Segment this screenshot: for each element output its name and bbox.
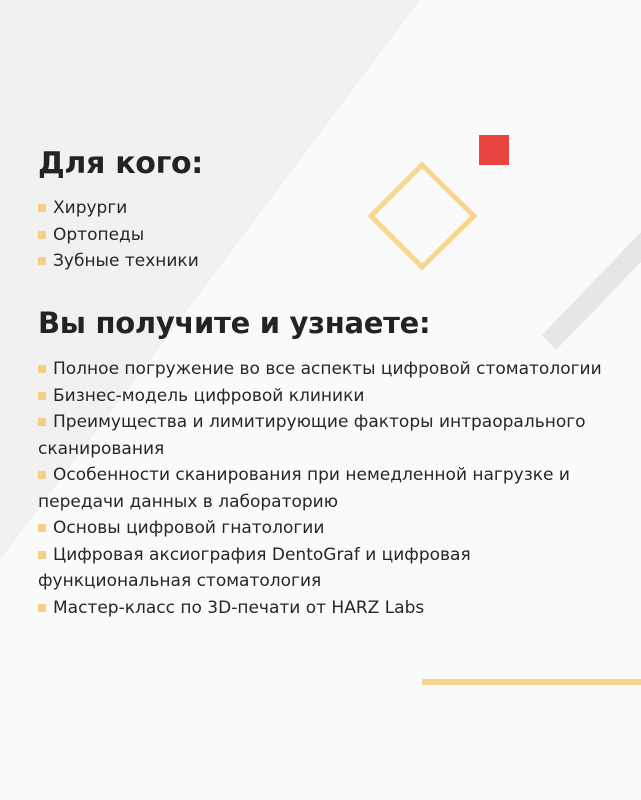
bullet-square-icon xyxy=(38,365,46,373)
benefit-item xyxy=(38,409,613,462)
bullet-square-icon xyxy=(38,524,46,532)
benefit-item xyxy=(38,542,613,595)
list-item-text: Зубные техники xyxy=(53,251,199,271)
bullet-square-icon xyxy=(38,471,46,479)
bullet-square-icon xyxy=(38,418,46,426)
list-item-text: Ортопеды xyxy=(53,224,145,245)
audience-item xyxy=(38,195,199,222)
list-item-text: Полное погружение во все аспекты цифровой стоматологии xyxy=(53,359,602,379)
benefit-item xyxy=(38,383,613,410)
yellow-bottom-bar xyxy=(422,679,641,685)
list-item-text: Мастер-класс по 3D-печати от HARZ Labs xyxy=(53,597,425,618)
list-item-text: Бизнес-модель цифровой клиники xyxy=(53,385,365,406)
list-item-text: Хирурги xyxy=(53,198,128,218)
audience-item xyxy=(38,222,199,249)
audience-list xyxy=(38,195,199,275)
audience-title: Для кого: xyxy=(38,146,203,181)
list-item-text: Основы цифровой гнатологии xyxy=(53,518,325,538)
red-square-decoration xyxy=(479,135,509,165)
bullet-square-icon xyxy=(38,392,46,400)
benefit-item xyxy=(38,515,613,542)
list-item-text: Преимущества и лимитирующие факторы интраорального сканирования xyxy=(38,412,586,459)
benefits-title: Вы получите и узнаете: xyxy=(38,306,431,340)
bullet-square-icon xyxy=(38,231,46,239)
benefit-item xyxy=(38,462,613,515)
list-item-text: Цифровая аксиография DentoGraf и цифровая функциональная стоматология xyxy=(38,544,471,591)
audience-item xyxy=(38,248,199,275)
benefit-item xyxy=(38,356,613,383)
list-item-text: Особенности сканирования при немедленной нагрузке и передачи данных в лабораторию xyxy=(38,465,570,512)
benefit-item xyxy=(38,595,613,622)
bullet-square-icon xyxy=(38,604,46,612)
bullet-square-icon xyxy=(38,257,46,265)
bullet-square-icon xyxy=(38,204,46,212)
benefits-list xyxy=(38,356,613,621)
bullet-square-icon xyxy=(38,551,46,559)
